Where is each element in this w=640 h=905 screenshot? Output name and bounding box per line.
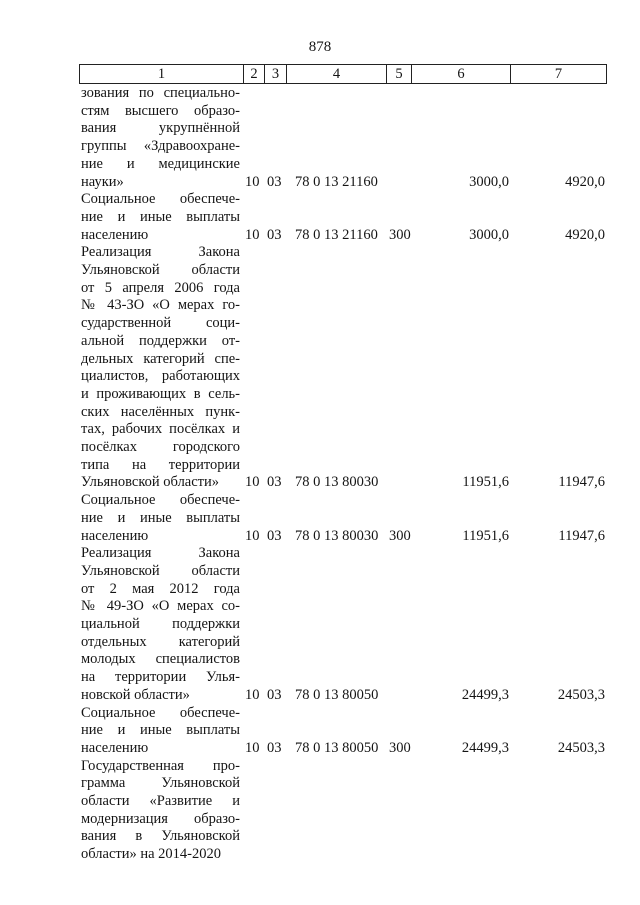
row-name-line: № 49-ЗО «О мерах со- bbox=[81, 598, 240, 615]
row-cell-c7: 4920,0 bbox=[565, 226, 605, 243]
row-cell-c5: 300 bbox=[389, 226, 411, 243]
header-col-6: 6 bbox=[411, 64, 511, 84]
row-name-line: науки» bbox=[81, 173, 124, 190]
row-cell-c7: 4920,0 bbox=[565, 173, 605, 190]
row-name-line: молодых специалистов bbox=[81, 651, 240, 668]
row-name-line: ние и иные выплаты bbox=[81, 509, 240, 526]
row-cell-c6: 24499,3 bbox=[461, 686, 509, 703]
page-number: 878 bbox=[308, 39, 332, 55]
header-col-1: 1 bbox=[79, 64, 244, 84]
row-cell-c4: 78 0 13 80050 bbox=[295, 686, 379, 703]
header-col-5: 5 bbox=[386, 64, 412, 84]
row-cell-c6: 11951,6 bbox=[462, 474, 509, 491]
row-name-line: Реализация Закона bbox=[81, 545, 240, 562]
row-name-line: модернизация образо- bbox=[81, 810, 240, 827]
row-cell-c7: 11947,6 bbox=[558, 474, 605, 491]
row-name-line: № 43-ЗО «О мерах го- bbox=[81, 297, 240, 314]
row-cell-c4: 78 0 13 80030 bbox=[295, 527, 379, 544]
row-name-line: новской области» bbox=[81, 686, 190, 703]
row-name-line: альной поддержки от- bbox=[81, 332, 240, 349]
row-cell-c3: 03 bbox=[267, 686, 282, 703]
row-name-line: Ульяновской области bbox=[81, 562, 240, 579]
row-name-line: и проживающих в сель- bbox=[81, 385, 240, 402]
row-cell-c2: 10 bbox=[245, 474, 260, 491]
row-name-line: циальной поддержки bbox=[81, 616, 240, 632]
row-name-line: Социальное обеспече- bbox=[81, 704, 240, 721]
row-name-line: типа на территории bbox=[81, 456, 240, 473]
row-cell-c2: 10 bbox=[245, 527, 260, 544]
row-cell-c2: 10 bbox=[245, 173, 260, 190]
row-name-line: Ульяновской области» bbox=[81, 474, 220, 491]
row-cell-c7: 11947,6 bbox=[558, 527, 605, 544]
row-name-line: от 5 апреля 2006 года bbox=[81, 279, 240, 296]
row-cell-c4: 78 0 13 21160 bbox=[295, 173, 378, 190]
row-name-line: населению bbox=[81, 527, 149, 544]
row-name-line: Государственная про- bbox=[81, 757, 240, 774]
row-name-line: посёлках городского bbox=[81, 439, 240, 455]
row-name-line: ских населённых пунк- bbox=[81, 403, 240, 420]
row-name-line: населению bbox=[81, 226, 149, 243]
header-col-3: 3 bbox=[264, 64, 287, 84]
row-name-line: ние и иные выплаты bbox=[81, 208, 240, 225]
row-name-line: вания укрупнённой bbox=[81, 120, 240, 137]
header-col-2: 2 bbox=[243, 64, 265, 84]
row-name-line: грамма Ульяновской bbox=[81, 775, 240, 792]
row-cell-c6: 3000,0 bbox=[469, 173, 509, 190]
row-cell-c4: 78 0 13 80030 bbox=[295, 474, 379, 491]
row-name-line: сударственной соци- bbox=[81, 315, 240, 332]
row-cell-c3: 03 bbox=[267, 527, 282, 544]
row-name-line: от 2 мая 2012 года bbox=[81, 580, 240, 597]
row-cell-c6: 3000,0 bbox=[469, 226, 509, 243]
row-name-line: ние и иные выплаты bbox=[81, 722, 240, 739]
header-col-4: 4 bbox=[286, 64, 387, 84]
row-name-line: области» на 2014-2020 bbox=[81, 846, 221, 863]
row-name-line: населению bbox=[81, 739, 149, 756]
row-cell-c3: 03 bbox=[267, 226, 282, 243]
row-name-line: на территории Улья- bbox=[81, 669, 240, 686]
row-cell-c2: 10 bbox=[245, 686, 260, 703]
row-cell-c7: 24503,3 bbox=[557, 686, 605, 703]
row-cell-c2: 10 bbox=[245, 226, 260, 243]
row-cell-c2: 10 bbox=[245, 739, 260, 756]
row-name-line: циалистов, работающих bbox=[81, 368, 240, 385]
row-cell-c3: 03 bbox=[267, 173, 282, 190]
row-name-line: Социальное обеспече- bbox=[81, 191, 240, 208]
row-name-line: ние и медицинские bbox=[81, 155, 240, 172]
row-cell-c3: 03 bbox=[267, 739, 282, 756]
row-cell-c5: 300 bbox=[389, 527, 411, 544]
row-name-line: отдельных категорий bbox=[81, 633, 240, 650]
row-name-line: вания в Ульяновской bbox=[81, 828, 240, 845]
row-name-line: зования по специально- bbox=[81, 85, 240, 101]
row-cell-c7: 24503,3 bbox=[557, 739, 605, 756]
row-name-line: Социальное обеспече- bbox=[81, 492, 240, 509]
row-cell-c4: 78 0 13 80050 bbox=[295, 739, 379, 756]
header-col-7: 7 bbox=[510, 64, 607, 84]
row-cell-c5: 300 bbox=[389, 739, 411, 756]
row-name-line: дельных категорий спе- bbox=[81, 350, 240, 367]
row-name-line: группы «Здравоохране- bbox=[81, 138, 240, 155]
row-name-line: Реализация Закона bbox=[81, 244, 240, 261]
row-cell-c3: 03 bbox=[267, 474, 282, 491]
row-name-line: Ульяновской области bbox=[81, 262, 240, 278]
row-cell-c6: 24499,3 bbox=[461, 739, 509, 756]
row-cell-c6: 11951,6 bbox=[462, 527, 509, 544]
row-name-line: тах, рабочих посёлках и bbox=[81, 421, 240, 438]
row-name-line: стям высшего образо- bbox=[81, 102, 240, 119]
row-name-line: области «Развитие и bbox=[81, 793, 240, 809]
row-cell-c4: 78 0 13 21160 bbox=[295, 226, 378, 243]
